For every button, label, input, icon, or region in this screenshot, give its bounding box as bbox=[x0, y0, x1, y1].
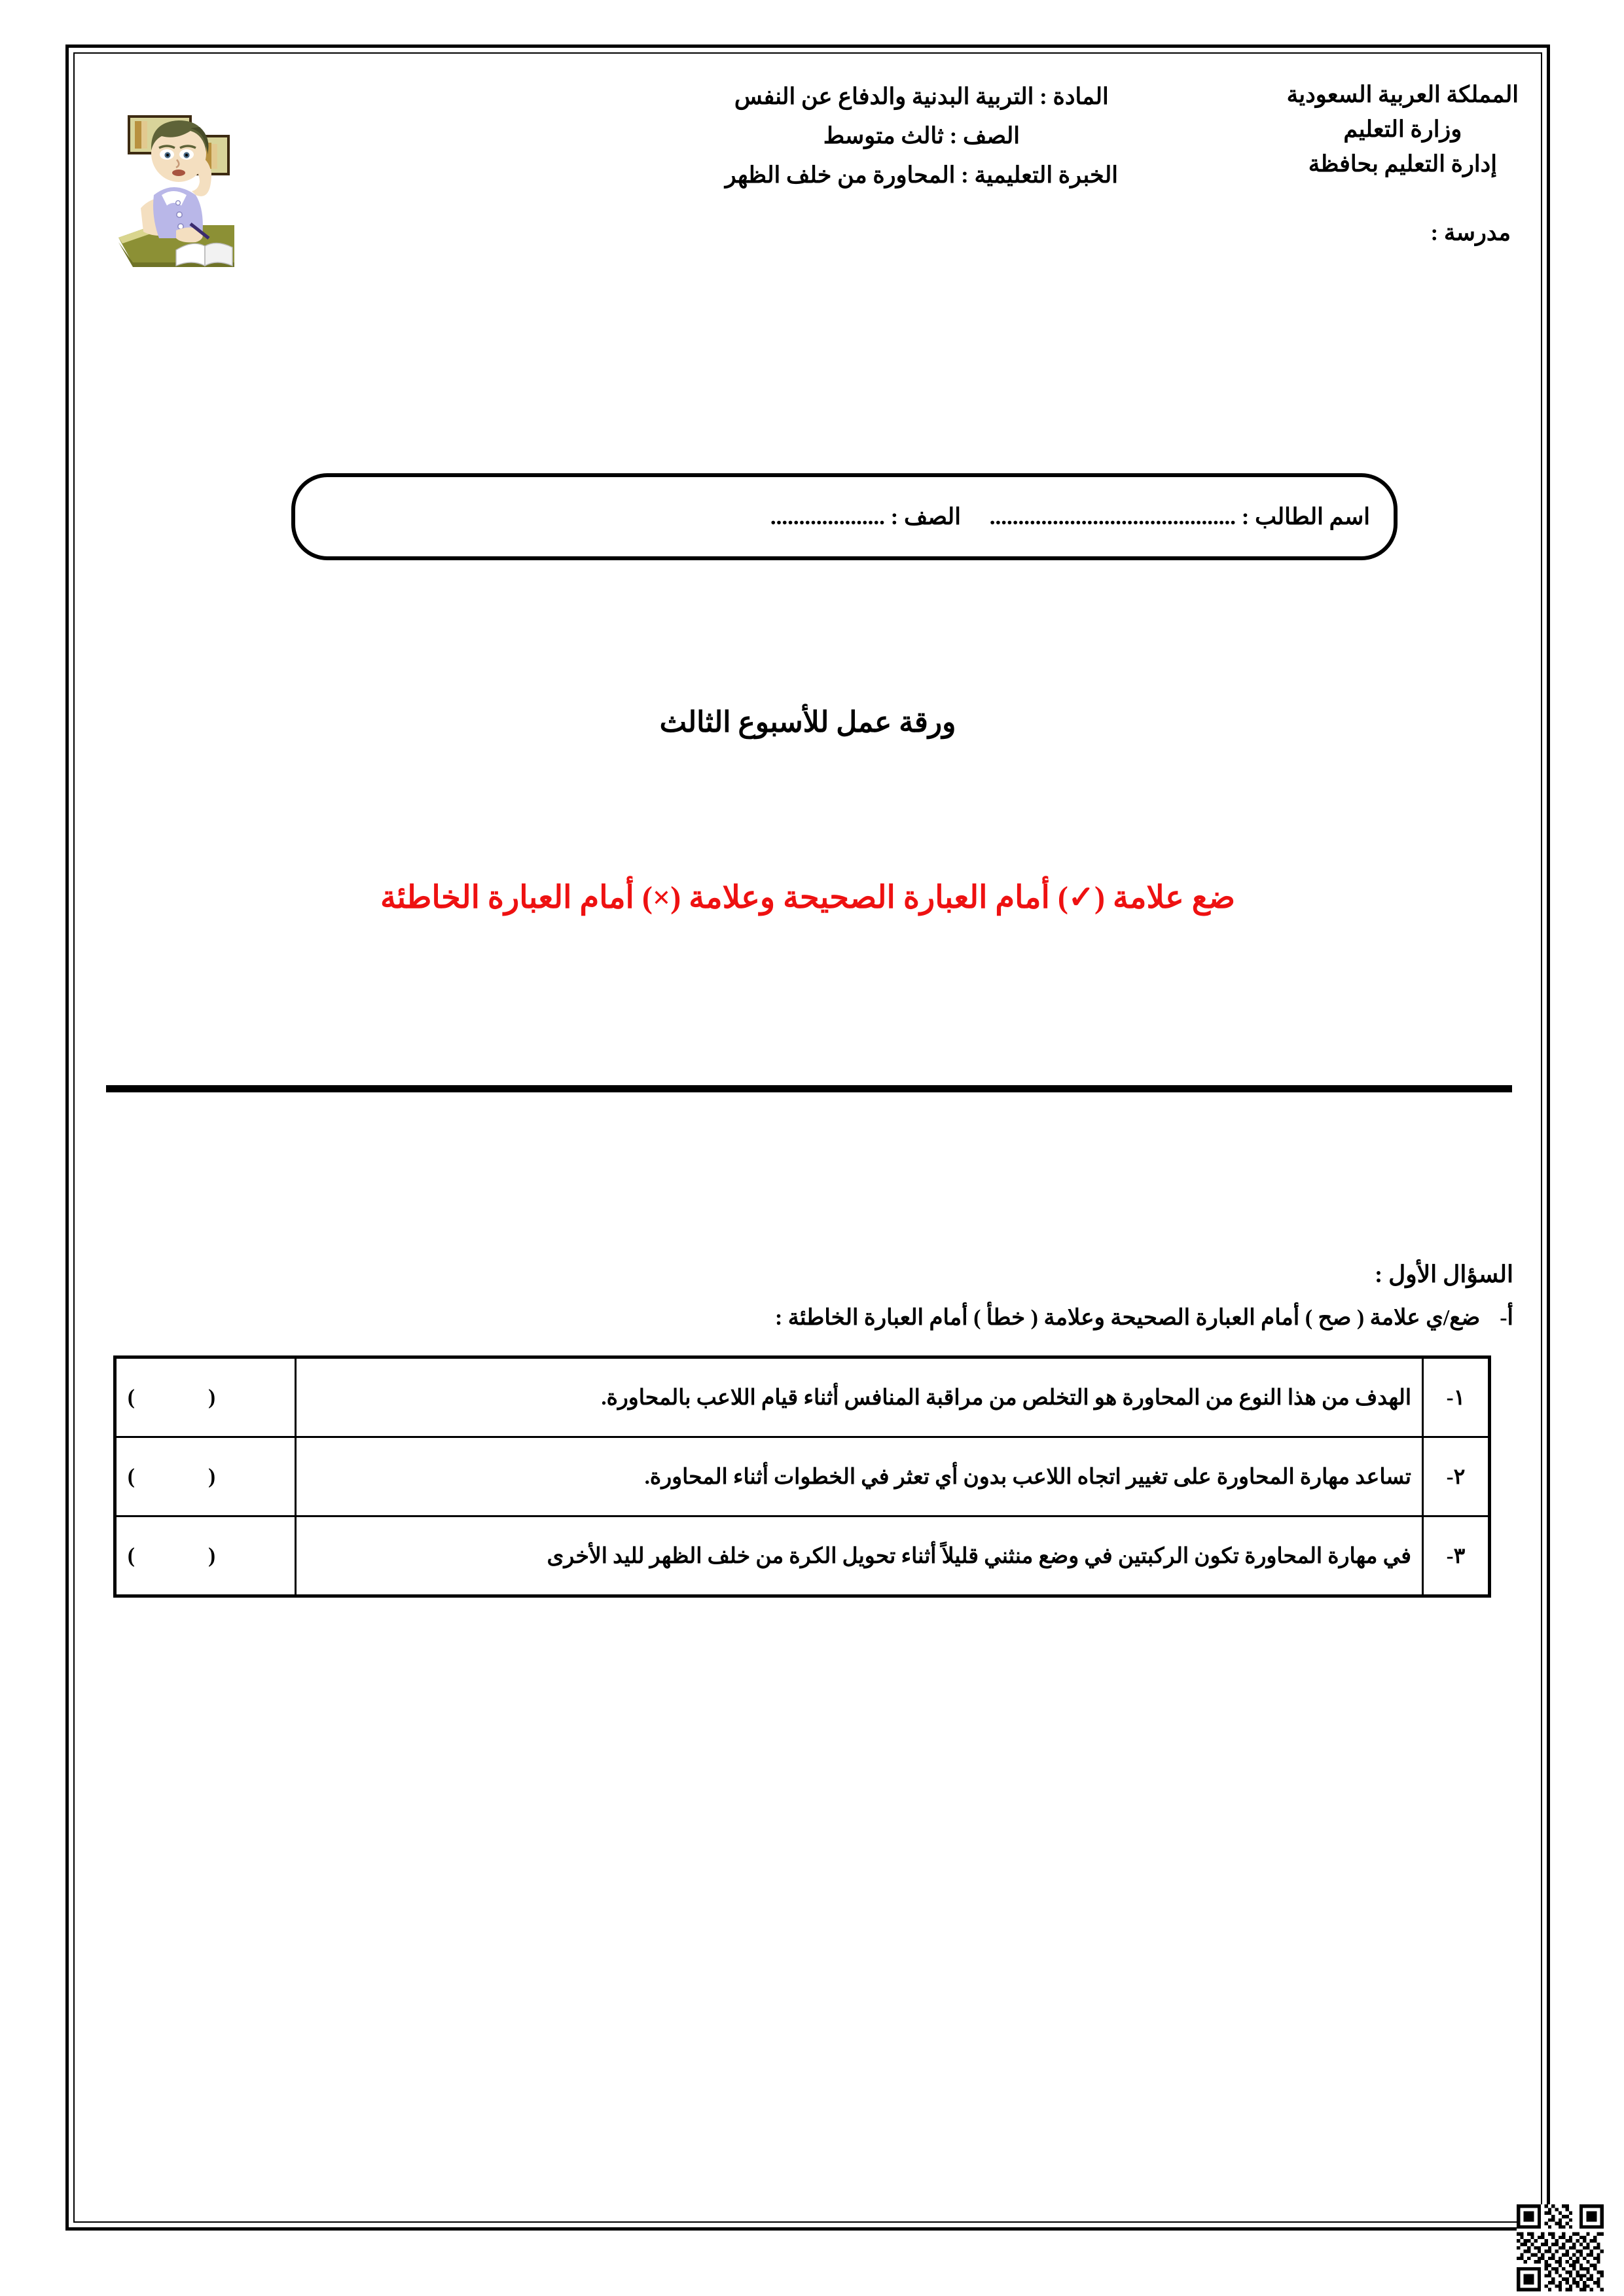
table-row bbox=[115, 1437, 1490, 1516]
row-number: ٢- bbox=[1423, 1437, 1490, 1516]
instruction-text: ضع علامة (✓) أمام العبارة الصحيحة وعلامة (×) أمام العبارة الخاطئة bbox=[380, 880, 1236, 915]
answer-cell[interactable]: ( ) bbox=[115, 1437, 296, 1516]
header-authority-block bbox=[1287, 77, 1519, 182]
student-name-label: اسم الطالب : bbox=[1241, 503, 1370, 529]
country-line: المملكة العربية السعودية bbox=[1286, 82, 1519, 107]
statement-text: الهدف من هذا النوع من المحاورة هو التخلص من مراقبة المنافس أثناء قيام اللاعب بالمحاورة. bbox=[296, 1357, 1423, 1437]
worksheet-title: ورقة عمل للأسبوع الثالث bbox=[659, 706, 956, 738]
question-bullet: أ- bbox=[1500, 1306, 1513, 1330]
statement-text: في مهارة المحاورة تكون الركبتين في وضع منثني قليلاً أثناء تحويل الكرة من خلف الظهر لليد الأخرى bbox=[296, 1516, 1423, 1596]
qr-code bbox=[1517, 2204, 1604, 2291]
row-number: ١- bbox=[1423, 1357, 1490, 1437]
answer-cell[interactable]: ( ) bbox=[115, 1357, 296, 1437]
question-one-instruction bbox=[775, 1304, 1513, 1331]
student-studying-clipart bbox=[113, 103, 234, 267]
experience-line: الخبرة التعليمية : المحاورة من خلف الظهر bbox=[725, 162, 1118, 188]
answer-cell[interactable]: ( ) bbox=[115, 1516, 296, 1596]
table-row bbox=[115, 1357, 1490, 1437]
subject-line: المادة : التربية البدنية والدفاع عن النفس bbox=[734, 84, 1109, 109]
student-info-box bbox=[291, 473, 1398, 560]
question-sub-text: ضع/ي علامة ( صح ) أمام العبارة الصحيحة وعلامة ( خطأ ) أمام العبارة الخاطئة : bbox=[774, 1306, 1481, 1330]
administration-line: إدارة التعليم بحافظة bbox=[1308, 151, 1497, 177]
student-class-label: الصف : bbox=[890, 503, 961, 529]
grade-line: الصف : ثالث متوسط bbox=[823, 123, 1020, 149]
table-row bbox=[115, 1516, 1490, 1596]
question-one-title: السؤال الأول : bbox=[1375, 1261, 1513, 1287]
student-name-field[interactable]: ........................................... bbox=[989, 503, 1236, 529]
header-subject-block bbox=[725, 77, 1118, 196]
document-header bbox=[65, 63, 1550, 285]
student-class-field[interactable]: .................... bbox=[770, 503, 885, 529]
student-info-line bbox=[770, 504, 1370, 530]
worksheet-page bbox=[65, 45, 1550, 2231]
ministry-line: وزارة التعليم bbox=[1343, 117, 1462, 143]
row-number: ٣- bbox=[1423, 1516, 1490, 1596]
statement-text: تساعد مهارة المحاورة على تغيير اتجاه اللاعب بدون أي تعثر في الخطوات أثناء المحاورة. bbox=[296, 1437, 1423, 1516]
section-divider bbox=[106, 1085, 1512, 1092]
true-false-table bbox=[113, 1355, 1491, 1598]
school-label: مدرسة : bbox=[1430, 220, 1511, 245]
